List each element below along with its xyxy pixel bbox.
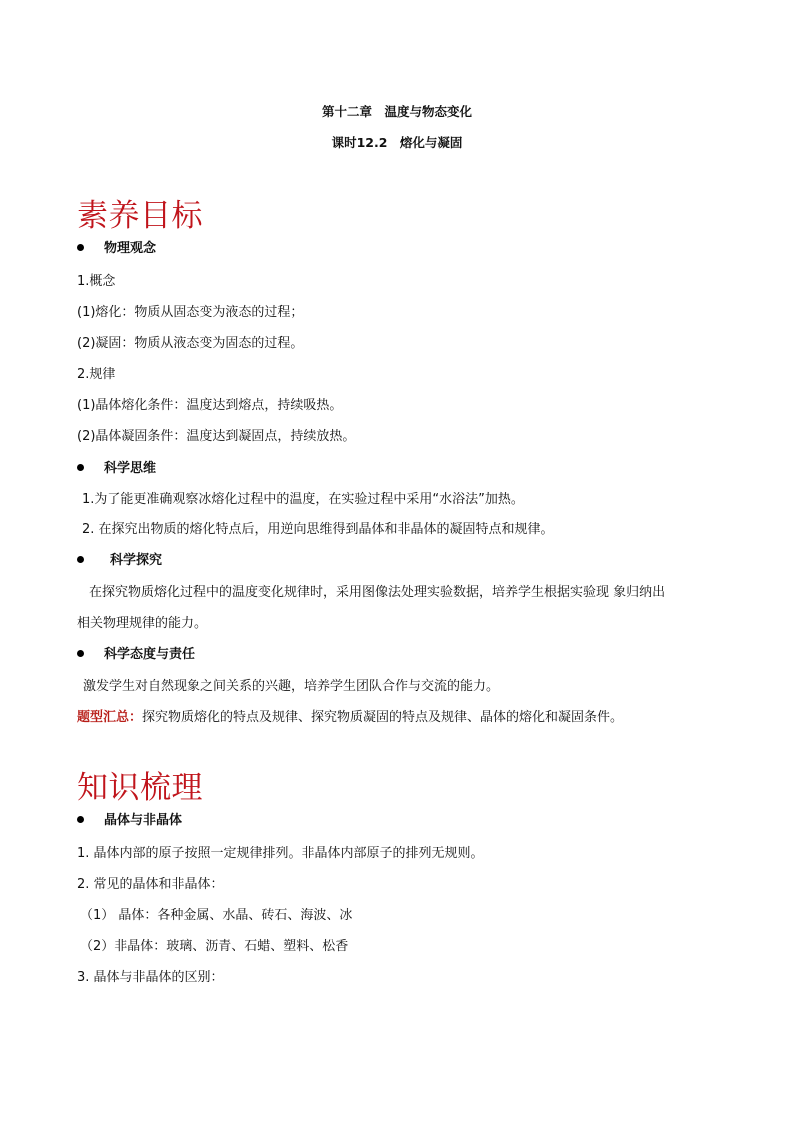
text-line: 1.为了能更准确观察冰熔化过程中的温度，在实验过程中采用“水浴法”加热。 [82,492,524,507]
section-title-knowledge: 知识梳理 [77,770,203,806]
text-line: 1.概念 [77,274,116,289]
summary-text: 探究物质熔化的特点及规律、探究物质凝固的特点及规律、晶体的熔化和凝固条件。 [142,710,624,725]
bullet-thinking [77,457,156,476]
chapter-title: 第十二章 温度与物态变化 [321,104,472,119]
bullet-heading: 物理观念 [104,241,157,256]
text-line: 2. 在探究出物质的熔化特点后，用逆向思维得到晶体和非晶体的凝固特点和规律。 [82,522,554,537]
bullet-concept [77,237,156,256]
text-line: (1)晶体熔化条件：温度达到熔点，持续吸热。 [77,398,343,413]
bullet-heading: 科学态度与责任 [104,647,196,662]
lesson-title: 课时12.2 熔化与凝固 [331,135,463,150]
bullet-attitude [77,643,195,662]
bullet-crystal [77,809,182,828]
bullet-dot-icon [77,244,84,251]
text-line: (2)凝固：物质从液态变为固态的过程。 [77,336,304,351]
bullet-dot-icon [77,816,84,823]
bullet-dot-icon [77,464,84,471]
bullet-inquiry [77,549,162,568]
text-line: （1） 晶体：各种金属、水晶、砖石、海波、冰 [80,908,353,923]
bullet-dot-icon [77,650,84,657]
text-line: 激发学生对自然现象之间关系的兴趣，培养学生团队合作与交流的能力。 [83,679,500,694]
bullet-heading: 科学思维 [104,461,157,476]
summary-label: 题型汇总： [77,710,143,725]
section-title-goals: 素养目标 [77,198,203,234]
bullet-dot-icon [77,556,84,563]
text-line: 2. 常见的晶体和非晶体： [77,877,224,892]
text-line: (1)熔化：物质从固态变为液态的过程； [77,305,304,320]
summary-line [77,706,623,725]
bullet-heading: 晶体与非晶体 [104,813,183,828]
text-line: 2.规律 [77,367,116,382]
text-line: 相关物理规律的能力。 [77,616,208,631]
bullet-heading: 科学探究 [110,553,163,568]
text-line: 3. 晶体与非晶体的区别： [77,970,224,985]
text-line: （2）非晶体：玻璃、沥青、石蜡、塑料、松香 [80,939,349,954]
text-line: 1. 晶体内部的原子按照一定规律排列。非晶体内部原子的排列无规则。 [77,846,484,861]
text-line: (2)晶体凝固条件：温度达到凝固点，持续放热。 [77,429,356,444]
text-line: 在探究物质熔化过程中的温度变化规律时，采用图像法处理实验数据，培养学生根据实验现 象归纳出 [89,585,666,600]
